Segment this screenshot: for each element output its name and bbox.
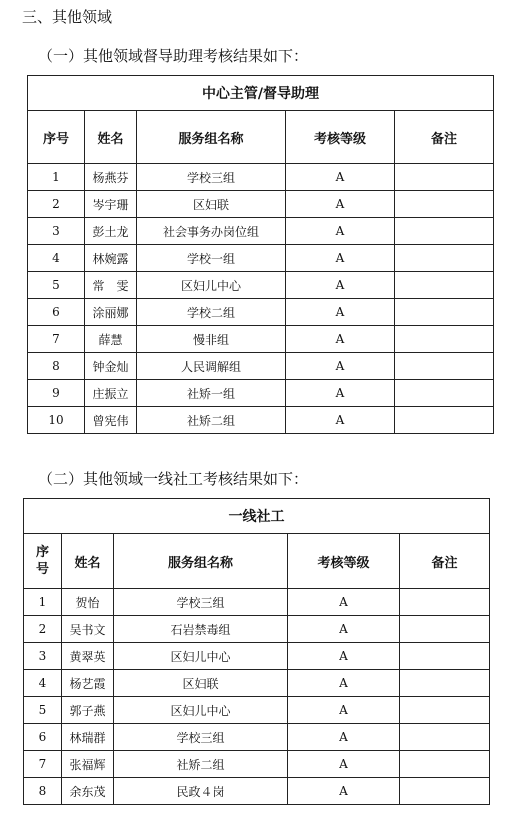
cell-name: 曾宪伟 (85, 407, 137, 434)
cell-grade: A (288, 751, 400, 778)
column-header-seq: 序 号 (24, 534, 62, 589)
cell-group: 区妇儿中心 (114, 643, 288, 670)
cell-grade: A (286, 272, 395, 299)
table-title-row (24, 499, 490, 534)
column-header-remark: 备注 (395, 111, 494, 164)
cell-seq: 8 (28, 353, 85, 380)
cell-grade: A (288, 616, 400, 643)
column-header-group: 服务组名称 (137, 111, 286, 164)
cell-group: 学校二组 (137, 299, 286, 326)
cell-seq: 1 (28, 164, 85, 191)
table-row (28, 245, 494, 272)
cell-group: 慢非组 (137, 326, 286, 353)
table-row (24, 670, 490, 697)
cell-seq: 2 (28, 191, 85, 218)
table-row (24, 697, 490, 724)
table-title-row (28, 76, 494, 111)
cell-grade: A (286, 164, 395, 191)
cell-grade: A (286, 326, 395, 353)
cell-group: 学校三组 (137, 164, 286, 191)
cell-remark (400, 697, 490, 724)
cell-remark (400, 751, 490, 778)
cell-group: 社矫一组 (137, 380, 286, 407)
cell-group: 民政４岗 (114, 778, 288, 805)
cell-name: 张福辉 (62, 751, 114, 778)
cell-group: 学校一组 (137, 245, 286, 272)
cell-remark (400, 670, 490, 697)
cell-seq: 8 (24, 778, 62, 805)
cell-name: 杨艺霞 (62, 670, 114, 697)
cell-name: 涂丽娜 (85, 299, 137, 326)
cell-remark (395, 326, 494, 353)
supervisor-results-table (27, 75, 494, 434)
table-row (24, 778, 490, 805)
cell-remark (395, 299, 494, 326)
cell-name: 林婉露 (85, 245, 137, 272)
column-header-remark: 备注 (400, 534, 490, 589)
cell-name: 岑宇珊 (85, 191, 137, 218)
cell-seq: 5 (28, 272, 85, 299)
table-title: 一线社工 (24, 499, 490, 534)
cell-name: 林瑞群 (62, 724, 114, 751)
cell-remark (400, 778, 490, 805)
table-row (24, 751, 490, 778)
cell-name: 杨燕芬 (85, 164, 137, 191)
cell-grade: A (286, 380, 395, 407)
column-header-seq: 序号 (28, 111, 85, 164)
table-row (28, 353, 494, 380)
cell-remark (400, 724, 490, 751)
cell-remark (395, 245, 494, 272)
cell-name: 余东茂 (62, 778, 114, 805)
table-row (28, 407, 494, 434)
cell-name: 彭土龙 (85, 218, 137, 245)
column-header-name: 姓名 (62, 534, 114, 589)
cell-group: 区妇联 (137, 191, 286, 218)
cell-remark (395, 164, 494, 191)
cell-seq: 3 (24, 643, 62, 670)
cell-name: 贺怡 (62, 589, 114, 616)
cell-remark (395, 191, 494, 218)
cell-name: 庄振立 (85, 380, 137, 407)
table-row (28, 218, 494, 245)
cell-group: 学校三组 (114, 724, 288, 751)
supervisor-section-intro: （一）其他领域督导助理考核结果如下： (38, 47, 309, 65)
table-row (28, 191, 494, 218)
cell-grade: A (288, 670, 400, 697)
cell-seq: 2 (24, 616, 62, 643)
cell-grade: A (286, 353, 395, 380)
cell-group: 学校三组 (114, 589, 288, 616)
cell-seq: 7 (24, 751, 62, 778)
cell-remark (395, 218, 494, 245)
cell-grade: A (288, 643, 400, 670)
cell-grade: A (288, 697, 400, 724)
table-row (28, 380, 494, 407)
cell-group: 区妇联 (114, 670, 288, 697)
cell-seq: 5 (24, 697, 62, 724)
cell-grade: A (288, 589, 400, 616)
cell-name: 郭子燕 (62, 697, 114, 724)
table-row (28, 299, 494, 326)
frontline-section-intro: （二）其他领域一线社工考核结果如下： (38, 470, 309, 488)
cell-grade: A (286, 218, 395, 245)
cell-group: 区妇儿中心 (137, 272, 286, 299)
cell-remark (395, 272, 494, 299)
table-row (24, 643, 490, 670)
cell-seq: 1 (24, 589, 62, 616)
table-row (24, 589, 490, 616)
column-header-name: 姓名 (85, 111, 137, 164)
cell-seq: 7 (28, 326, 85, 353)
cell-name: 钟金灿 (85, 353, 137, 380)
cell-group: 社矫二组 (114, 751, 288, 778)
table-header-row (24, 534, 490, 589)
frontline-results-table (23, 498, 490, 805)
cell-group: 社会事务办岗位组 (137, 218, 286, 245)
cell-remark (395, 353, 494, 380)
table-row (24, 724, 490, 751)
column-header-group: 服务组名称 (114, 534, 288, 589)
cell-seq: 4 (24, 670, 62, 697)
cell-group: 人民调解组 (137, 353, 286, 380)
cell-seq: 6 (24, 724, 62, 751)
cell-grade: A (286, 191, 395, 218)
cell-remark (395, 380, 494, 407)
cell-group: 石岩禁毒组 (114, 616, 288, 643)
table-row (28, 272, 494, 299)
cell-remark (395, 407, 494, 434)
table-row (28, 326, 494, 353)
cell-grade: A (286, 245, 395, 272)
cell-grade: A (286, 299, 395, 326)
cell-seq: 10 (28, 407, 85, 434)
column-header-grade: 考核等级 (286, 111, 395, 164)
cell-name: 常 雯 (85, 272, 137, 299)
cell-grade: A (286, 407, 395, 434)
cell-name: 薛慧 (85, 326, 137, 353)
table-title: 中心主管/督导助理 (28, 76, 494, 111)
cell-remark (400, 616, 490, 643)
cell-remark (400, 643, 490, 670)
cell-grade: A (288, 724, 400, 751)
cell-group: 区妇儿中心 (114, 697, 288, 724)
cell-remark (400, 589, 490, 616)
cell-seq: 6 (28, 299, 85, 326)
table-row (24, 616, 490, 643)
column-header-grade: 考核等级 (288, 534, 400, 589)
section-heading: 三、其他领域 (22, 8, 113, 26)
cell-grade: A (288, 778, 400, 805)
cell-seq: 4 (28, 245, 85, 272)
cell-group: 社矫二组 (137, 407, 286, 434)
table-row (28, 164, 494, 191)
table-header-row (28, 111, 494, 164)
cell-seq: 3 (28, 218, 85, 245)
cell-name: 黄翠英 (62, 643, 114, 670)
cell-name: 吴书文 (62, 616, 114, 643)
cell-seq: 9 (28, 380, 85, 407)
